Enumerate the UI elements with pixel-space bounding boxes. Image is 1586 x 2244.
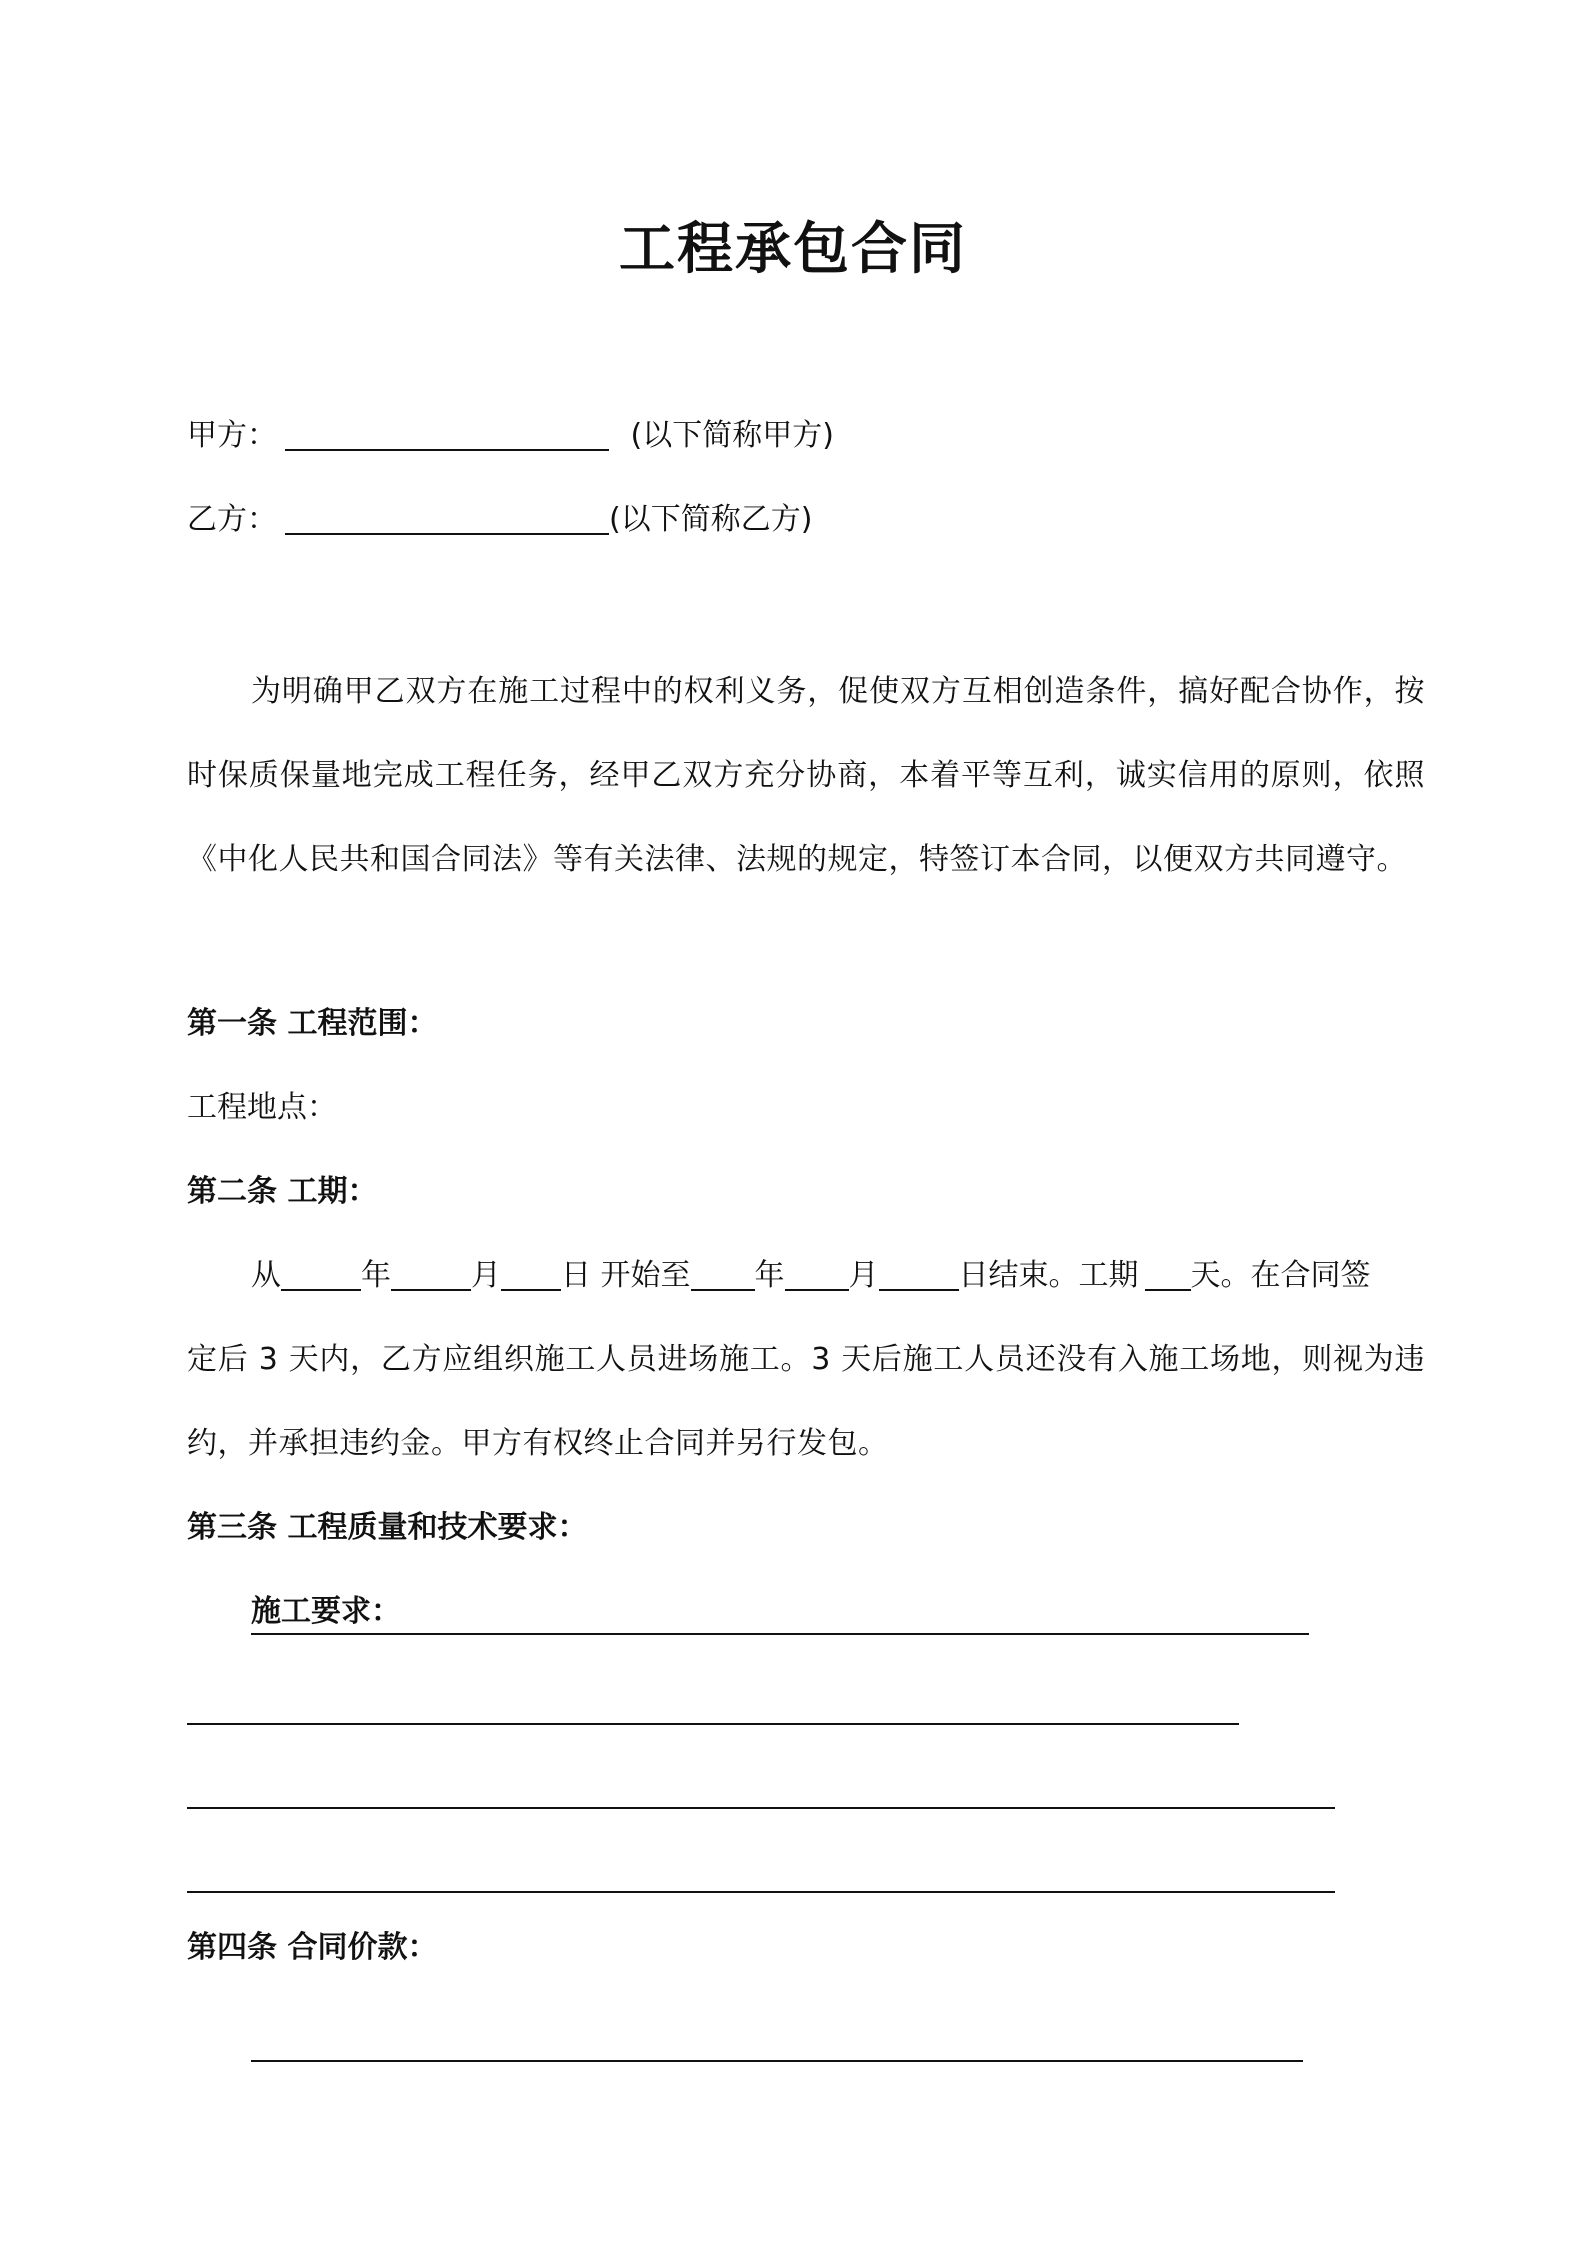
month-text: 月 <box>848 1258 879 1293</box>
period-line <box>251 1256 1371 1296</box>
requirement-line-3[interactable] <box>187 1807 1335 1809</box>
requirement-label: 施工要求： <box>251 1594 401 1629</box>
party-a-label: 甲方： <box>187 418 277 453</box>
end-month-blank[interactable] <box>785 1259 849 1291</box>
requirement-line-4[interactable] <box>187 1891 1335 1893</box>
article-3-heading: 第三条 工程质量和技术要求： <box>187 1510 588 1545</box>
price-line[interactable] <box>251 2060 1303 2062</box>
preamble-paragraph: 为明确甲乙双方在施工过程中的权利义务，促使双方互相创造条件，搞好配合协作，按时保质保量地完成工程任务，经甲乙双方充分协商，本着平等互利，诚实信用的原则，依照《中化人民共和国合同法》等有关法律、法规的规定，特签订本合同，以便双方共同遵守。 <box>187 674 1425 877</box>
month-text: 月 <box>471 1258 501 1293</box>
start-month-blank[interactable] <box>391 1259 471 1291</box>
days-text: 天。在合同签 <box>1190 1258 1371 1293</box>
party-a-blank[interactable] <box>285 419 609 451</box>
party-a-line <box>187 416 834 456</box>
end-text: 日结束。工期 <box>958 1258 1139 1293</box>
document-title: 工程承包合同 <box>619 217 967 282</box>
from-text: 从 <box>251 1258 281 1293</box>
year-text: 年 <box>754 1258 785 1293</box>
article-2-heading: 第二条 工期： <box>187 1174 378 1209</box>
requirement-line-2[interactable] <box>187 1723 1239 1725</box>
day-text: 日 <box>561 1258 591 1293</box>
duration-days-blank[interactable] <box>1145 1259 1191 1291</box>
period-continuation: 定后 3 天内，乙方应组织施工人员进场施工。3 天后施工人员还没有入施工场地，则视为违约，并承担违约金。甲方有权终止合同并另行发包。 <box>187 1342 1425 1461</box>
year-text: 年 <box>361 1258 391 1293</box>
start-day-blank[interactable] <box>501 1259 561 1291</box>
party-b-suffix: (以下简称乙方) <box>609 502 813 537</box>
requirement-line-1[interactable] <box>251 1633 1309 1635</box>
party-b-label: 乙方： <box>187 502 277 537</box>
party-b-line <box>187 500 812 540</box>
end-year-blank[interactable] <box>691 1259 755 1291</box>
article-1-heading: 第一条 工程范围： <box>187 1006 438 1041</box>
location-label: 工程地点： <box>187 1090 337 1125</box>
start-to-text: 开始至 <box>591 1258 691 1293</box>
end-day-blank[interactable] <box>879 1259 959 1291</box>
party-b-blank[interactable] <box>285 503 609 535</box>
party-a-suffix: (以下简称甲方) <box>630 418 834 453</box>
article-4-heading: 第四条 合同价款： <box>187 1930 438 1965</box>
start-year-blank[interactable] <box>281 1259 361 1291</box>
